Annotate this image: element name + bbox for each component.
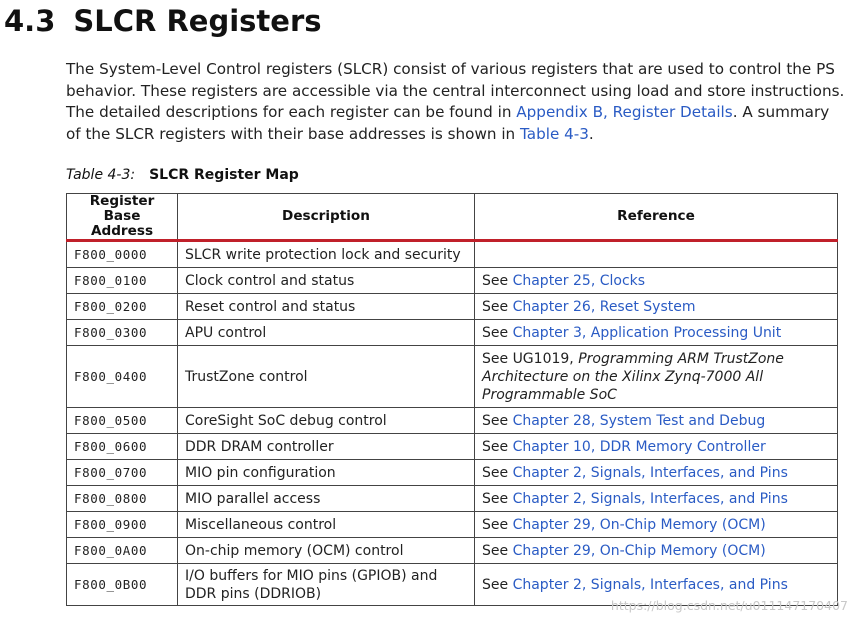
description-cell: Miscellaneous control	[178, 512, 475, 538]
chapter-26-link[interactable]: Chapter 26, Reset System	[512, 298, 696, 315]
description-cell: SLCR write protection lock and security	[178, 241, 475, 268]
table-row	[67, 460, 838, 486]
address-cell: F800_0300	[67, 320, 178, 346]
intro-paragraph	[66, 59, 856, 145]
address-cell: F800_0A00	[67, 538, 178, 564]
chapter-3-link[interactable]: Chapter 3, Application Processing Unit	[512, 324, 782, 341]
intro-line-4-text: of the SLCR registers with their base addresses is shown in	[66, 124, 521, 143]
chapter-2-link[interactable]: Chapter 2, Signals, Interfaces, and Pins	[512, 490, 788, 507]
table-row	[67, 346, 838, 408]
table-row	[67, 268, 838, 294]
description-cell: Clock control and status	[178, 268, 475, 294]
header-address-line2: Address	[90, 223, 154, 239]
chapter-29-link[interactable]: Chapter 29, On-Chip Memory (OCM)	[512, 516, 766, 533]
intro-line-4-tail: .	[588, 124, 594, 143]
reference-prefix: See	[482, 542, 513, 559]
intro-line-3-tail: . A summary	[732, 103, 830, 121]
table-row	[67, 408, 838, 434]
reference-cell	[475, 486, 838, 512]
address-cell: F800_0700	[67, 460, 178, 486]
chapter-28-link[interactable]: Chapter 28, System Test and Debug	[512, 412, 766, 429]
reference-cell	[475, 294, 838, 320]
address-cell: F800_0800	[67, 486, 178, 512]
table-caption	[66, 165, 299, 185]
description-line1: I/O buffers for MIO pins (GPIOB) and	[185, 567, 438, 584]
reference-cell	[475, 346, 838, 408]
appendix-b-link[interactable]: Appendix B, Register Details	[516, 103, 733, 121]
reference-cell	[475, 241, 838, 268]
reference-cell	[475, 268, 838, 294]
table-row	[67, 294, 838, 320]
slcr-register-map-table	[66, 193, 838, 606]
intro-line-3-text: The detailed descriptions for each register can be found in	[66, 103, 517, 121]
address-cell: F800_0200	[67, 294, 178, 320]
address-cell: F800_0000	[67, 241, 178, 268]
intro-line-1: The System-Level Control registers (SLCR) consist of various registers that are used to control the PS	[66, 60, 835, 78]
intro-line-4	[66, 124, 856, 146]
reference-prefix: See	[482, 576, 513, 593]
chapter-29-link[interactable]: Chapter 29, On-Chip Memory (OCM)	[512, 542, 766, 559]
reference-prefix: See	[482, 438, 513, 455]
section-heading	[4, 2, 322, 40]
ug1019-title: Programming ARM TrustZone Architecture on the Xilinx Zynq-7000 All Programmable SoC	[482, 350, 784, 403]
intro-line-3	[66, 102, 856, 124]
chapter-2-link[interactable]: Chapter 2, Signals, Interfaces, and Pins	[512, 464, 788, 481]
address-cell: F800_0B00	[67, 564, 178, 606]
reference-cell	[475, 538, 838, 564]
table-row	[67, 538, 838, 564]
reference-cell	[475, 320, 838, 346]
header-address-line1: Register Base	[89, 193, 155, 224]
address-cell: F800_0100	[67, 268, 178, 294]
description-line2: DDR pins (DDRIOB)	[185, 585, 322, 602]
description-cell: DDR DRAM controller	[178, 434, 475, 460]
table-row	[67, 486, 838, 512]
reference-prefix: See	[482, 412, 513, 429]
reference-prefix: See	[482, 516, 513, 533]
table-row	[67, 434, 838, 460]
table-header-row	[67, 194, 838, 241]
description-cell: Reset control and status	[178, 294, 475, 320]
address-cell: F800_0400	[67, 346, 178, 408]
table-caption-title: SLCR Register Map	[149, 167, 299, 183]
description-cell: MIO pin configuration	[178, 460, 475, 486]
address-cell: F800_0500	[67, 408, 178, 434]
table-row	[67, 512, 838, 538]
chapter-10-link[interactable]: Chapter 10, DDR Memory Controller	[512, 438, 766, 455]
description-cell	[178, 564, 475, 606]
reference-prefix: See	[482, 298, 513, 315]
address-cell: F800_0600	[67, 434, 178, 460]
reference-cell	[475, 408, 838, 434]
description-cell: MIO parallel access	[178, 486, 475, 512]
header-reference: Reference	[475, 194, 838, 241]
address-cell: F800_0900	[67, 512, 178, 538]
reference-prefix: See	[482, 324, 513, 341]
description-cell: APU control	[178, 320, 475, 346]
section-number: 4.3	[4, 4, 56, 38]
reference-cell	[475, 512, 838, 538]
description-cell: CoreSight SoC debug control	[178, 408, 475, 434]
section-title: SLCR Registers	[73, 4, 322, 38]
header-address	[67, 194, 178, 241]
chapter-2-link[interactable]: Chapter 2, Signals, Interfaces, and Pins	[512, 576, 788, 593]
reference-cell	[475, 460, 838, 486]
table-row	[67, 320, 838, 346]
table-caption-number: Table 4-3:	[66, 167, 136, 183]
table-4-3-link[interactable]: Table 4-3	[520, 124, 589, 143]
reference-prefix: See	[482, 272, 513, 289]
table-row	[67, 241, 838, 268]
intro-line-2: behavior. These registers are accessible via the central interconnect using load and store instructions.	[66, 81, 845, 100]
reference-prefix: See	[482, 490, 513, 507]
description-cell: On-chip memory (OCM) control	[178, 538, 475, 564]
watermark: https://blog.csdn.net/u011147170407	[610, 598, 848, 613]
reference-cell	[475, 434, 838, 460]
reference-prefix: See	[482, 464, 513, 481]
description-cell: TrustZone control	[178, 346, 475, 408]
reference-prefix: See UG1019,	[482, 350, 579, 367]
chapter-25-link[interactable]: Chapter 25, Clocks	[512, 272, 646, 289]
header-description: Description	[178, 194, 475, 241]
